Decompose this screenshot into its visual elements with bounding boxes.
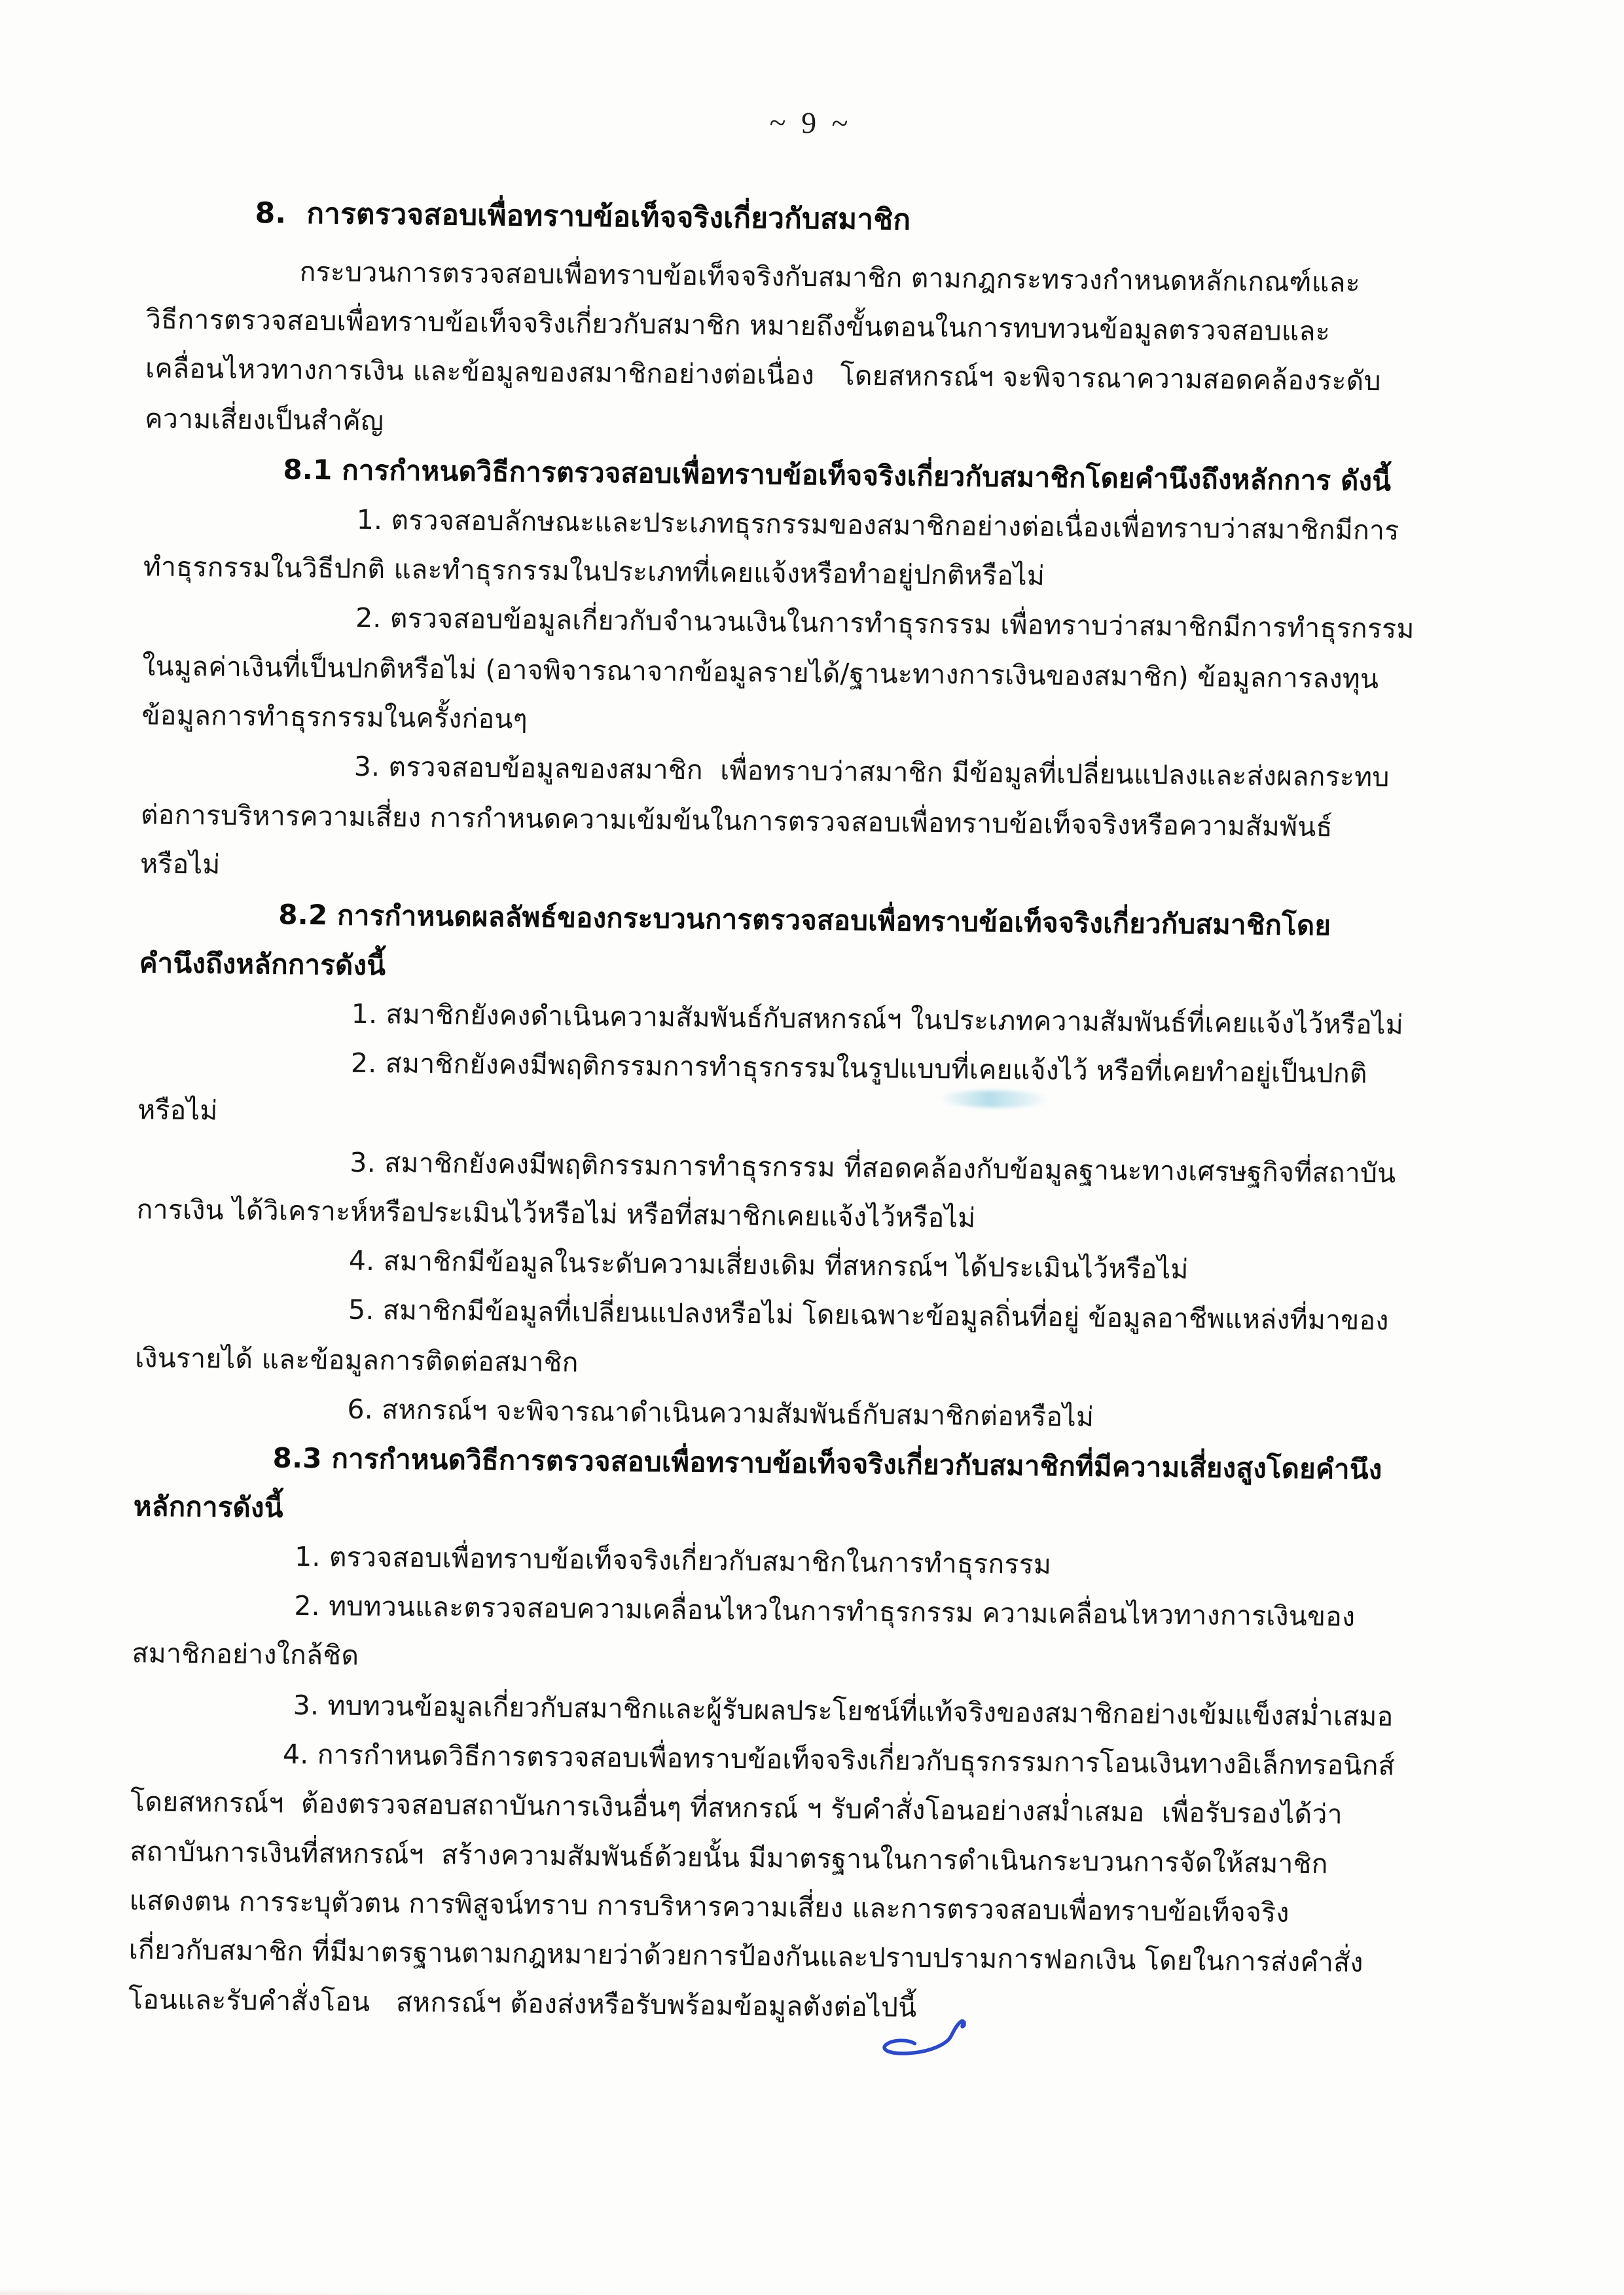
- document-text-line: 2. สมาชิกยังคงมีพฤติกรรมการทำธุรกรรมในรูปแบบที่เคยแจ้งไว้ หรือที่เคยทำอยู่เป็นปกติ: [350, 1047, 1368, 1089]
- document-text-line: 1. สมาชิกยังคงดำเนินความสัมพันธ์กับสหกรณ์ฯ ในประเภทความสัมพันธ์ที่เคยแจ้งไว้หรือไม่: [351, 998, 1404, 1041]
- document-text-line: โอนและรับคำสั่งโอน สหกรณ์ฯ ต้องส่งหรือรับพร้อมข้อมูลตังต่อไปนี้: [128, 1983, 917, 2023]
- document-text-line: 3. สมาชิกยังคงมีพฤติกรรมการทำธุรกรรม ที่สอดคล้องกับข้อมูลฐานะทางเศรษฐกิจที่สถาบัน: [350, 1146, 1396, 1189]
- document-text-line: 4. การกำหนดวิธีการตรวจสอบเพื่อทราบข้อเท็จจริงเกี่ยวกับธุรกรรมการโอนเงินทางอิเล็กทรอนิกส์: [282, 1738, 1396, 1782]
- document-text-line: 1. ตรวจสอบเพื่อทราบข้อเท็จจริงเกี่ยวกับสมาชิกในการทำธุรกรรม: [294, 1540, 1052, 1580]
- document-text-line: 8.3 การกำหนดวิธีการตรวจสอบเพื่อทราบข้อเท็จจริงเกี่ยวกับสมาชิกที่มีความเสี่ยงสูงโดยคำนึง: [272, 1441, 1382, 1486]
- document-text-line: 4. สมาชิกมีข้อมูลในระดับความเสี่ยงเดิม ที่สหกรณ์ฯ ได้ประเมินไว้หรือไม่: [348, 1244, 1189, 1286]
- document-text-line: การเงิน ได้วิเคราะห์หรือประเมินไว้หรือไม่ หรือที่สมาชิกเคยแจ้งไว้หรือไม่: [136, 1193, 976, 1234]
- document-text-line: แสดงตน การระบุตัวตน การพิสูจน์ทราบ การบริหารความเสี่ยง และการตรวจสอบเพื่อทราบข้อเท็จจริง: [129, 1885, 1290, 1928]
- document-text-line: 8.1 การกำหนดวิธีการตรวจสอบเพื่อทราบข้อเท็จจริงเกี่ยวกับสมาชิกโดยคำนึงถึงหลักการ ดังนี้: [283, 453, 1392, 497]
- document-text-line: 3. ทบทวนข้อมูลเกี่ยวกับสมาชิกและผู้รับผลประโยชน์ที่แท้จริงของสมาชิกอย่างเข้มแข็งสม่ำเสมอ: [293, 1689, 1394, 1733]
- document-text-line: 6. สหกรณ์ฯ จะพิจารณาดำเนินความสัมพันธ์กับสมาชิกต่อหรือไม่: [347, 1393, 1094, 1433]
- document-text-line: 8. การตรวจสอบเพื่อทราบข้อเท็จจริงเกี่ยวกับสมาชิก: [255, 196, 911, 237]
- document-text-line: เงินรายได้ และข้อมูลการติดต่อสมาชิก: [135, 1342, 579, 1379]
- document-text-line: 5. สมาชิกมีข้อมูลที่เปลี่ยนแปลงหรือไม่ โดยเฉพาะข้อมูลถิ่นที่อยู่ ข้อมูลอาชีพแหล่งที่มาของ: [348, 1293, 1389, 1337]
- document-text-line: คำนึงถึงหลักการดังนี้: [139, 947, 386, 982]
- document-text-line: 2. ทบทวนและตรวจสอบความเคลื่อนไหวในการทำธุรกรรม ความเคลื่อนไหวทางการเงินของ: [294, 1589, 1356, 1633]
- document-text-line: ทำธุรกรรมในวิธีปกติ และทำธุรกรรมในประเภทที่เคยแจ้งหรือทำอยู่ปกติหรือไม่: [143, 551, 1045, 592]
- document-text-line: 2. ตรวจสอบข้อมูลเกี่ยวกับจำนวนเงินในการทำธุรกรรม เพื่อทราบว่าสมาชิกมีการทำธุรกรรม: [355, 602, 1415, 645]
- document-text-line: ต่อการบริหารความเสี่ยง การกำหนดความเข้มข้นในการตรวจสอบเพื่อทราบข้อเท็จจริงหรือความสัมพันธ์: [140, 799, 1333, 843]
- document-text-line: เคลื่อนไหวทางการเงิน และข้อมูลของสมาชิกอย่างต่อเนื่อง โดยสหกรณ์ฯ จะพิจารณาความสอดคล้องระดับ: [145, 352, 1382, 397]
- document-text-line: 1. ตรวจสอบลักษณะและประเภทธุรกรรมของสมาชิกอย่างต่อเนื่องเพื่อทราบว่าสมาชิกมีการ: [356, 503, 1399, 547]
- document-text-line: 8.2 การกำหนดผลลัพธ์ของกระบวนการตรวจสอบเพื่อทราบข้อเท็จจริงเกี่ยวกับสมาชิกโดย: [278, 898, 1331, 942]
- document-text-line: วิธีการตรวจสอบเพื่อทราบข้อเท็จจริงเกี่ยวกับสมาชิก หมายถึงขั้นตอนในการทบทวนข้อมูลตรวจสอบและ: [145, 303, 1331, 348]
- document-text-line: ข้อมูลการทำธุรกรรมในครั้งก่อนๆ: [141, 699, 528, 735]
- document-text-line: 3. ตรวจสอบข้อมูลของสมาชิก เพื่อทราบว่าสมาชิก มีข้อมูลที่เปลี่ยนแปลงและส่งผลกระทบ: [353, 750, 1390, 793]
- document-text-line: สถาบันการเงินที่สหกรณ์ฯ สร้างความสัมพันธ์ด้วยนั้น มีมาตรฐานในการดำเนินกระบวนการจัดให้สมาชิก: [130, 1835, 1328, 1880]
- document-text-line: เกี่ยวกับสมาชิก ที่มีมาตรฐานตามกฎหมายว่าด้วยการป้องกันและปราบปรามการฟอกเงิน โดยในการส่งคำสั่ง: [128, 1934, 1363, 1978]
- document-text-line: หลักการดังนี้: [133, 1490, 283, 1524]
- handwritten-initials-icon: [874, 2017, 966, 2069]
- document-text-line: กระบวนการตรวจสอบเพื่อทราบข้อเท็จจริงกับสมาชิก ตามกฎกระทรวงกำหนดหลักเกณฑ์และ: [299, 255, 1361, 298]
- scanner-noise-band: [0, 2288, 1600, 2295]
- document-text-line: โดยสหกรณ์ฯ ต้องตรวจสอบสถาบันการเงินอื่นๆ ที่สหกรณ์ ฯ รับคำสั่งโอนอย่างสม่ำเสมอ เพื่อรับรองได้ว่า: [130, 1786, 1343, 1830]
- document-text-line: ความเสี่ยงเป็นสำคัญ: [145, 403, 384, 437]
- document-text-line: ในมูลค่าเงินที่เป็นปกติหรือไม่ (อาจพิจารณาจากข้อมูลรายได้/ฐานะทางการเงินของสมาชิก) ข้อมูลการลงทุน: [142, 650, 1379, 695]
- document-text-line: สมาชิกอย่างใกล้ชิด: [132, 1637, 359, 1671]
- ink-bleed-smudge: [939, 1090, 1050, 1108]
- document-text-line: หรือไม่: [139, 848, 221, 880]
- document-text-line: หรือไม่: [137, 1094, 218, 1127]
- page-number: ~ 9 ~: [769, 105, 852, 140]
